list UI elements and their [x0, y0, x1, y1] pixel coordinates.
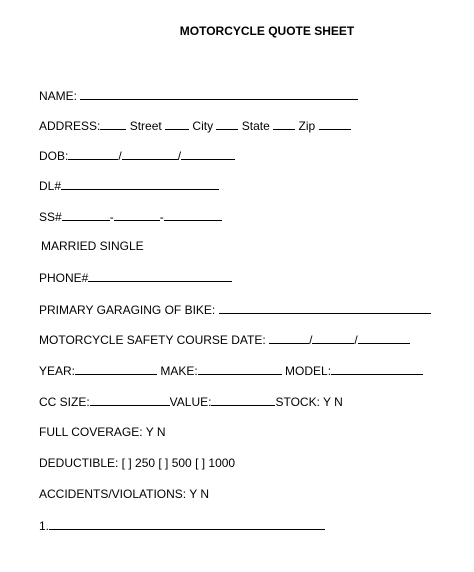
dob-month-field[interactable] — [68, 148, 118, 160]
deductible: DEDUCTIBLE: [ ] 250 [ ] 500 [ ] 1000 — [39, 456, 236, 470]
dob-sep-2: / — [177, 149, 182, 163]
state-label: State — [241, 119, 270, 133]
address-label: ADDRESS: — [39, 119, 101, 133]
street-label: Street — [129, 119, 162, 133]
state-field[interactable] — [273, 118, 295, 130]
zip-label: Zip — [298, 119, 316, 133]
marital-status: MARRIED SINGLE — [41, 239, 144, 253]
year-label: YEAR: — [39, 364, 76, 378]
model-field[interactable] — [331, 363, 423, 375]
name-row — [39, 88, 358, 103]
dl-label: DL# — [39, 179, 62, 193]
address-number-field[interactable] — [100, 118, 126, 130]
ss-part-1-field[interactable] — [62, 209, 110, 221]
ss-part-3-field[interactable] — [164, 209, 222, 221]
cc-size-field[interactable] — [90, 394, 170, 406]
item-1-label: 1. — [39, 519, 50, 533]
make-label: MAKE: — [160, 364, 198, 378]
address-row — [39, 118, 351, 133]
street-field[interactable] — [165, 118, 189, 130]
dob-year-field[interactable] — [181, 148, 235, 160]
garaging-field[interactable] — [219, 302, 431, 314]
safety-day-field[interactable] — [312, 332, 354, 344]
city-field[interactable] — [216, 118, 238, 130]
value-label: VALUE: — [169, 395, 212, 409]
safety-course-row — [39, 332, 410, 347]
safety-sep-1: / — [309, 333, 313, 347]
page-title: MOTORCYCLE QUOTE SHEET — [179, 24, 355, 38]
year-field[interactable] — [75, 363, 157, 375]
garaging-label: PRIMARY GARAGING OF BIKE: — [39, 303, 216, 317]
safety-course-label: MOTORCYCLE SAFETY COURSE DATE: — [39, 333, 266, 347]
make-field[interactable] — [198, 363, 282, 375]
ss-part-2-field[interactable] — [114, 209, 160, 221]
cc-size-label: CC SIZE: — [39, 395, 90, 409]
city-label: City — [192, 119, 214, 133]
phone-field[interactable] — [88, 270, 232, 282]
stock-label: STOCK: Y N — [275, 395, 343, 409]
cc-row — [39, 394, 343, 409]
model-label: MODEL: — [285, 364, 332, 378]
dob-sep-1: / — [118, 149, 122, 163]
dob-row — [39, 148, 235, 163]
name-field[interactable] — [80, 88, 358, 100]
accidents-violations: ACCIDENTS/VIOLATIONS: Y N — [39, 487, 210, 501]
vehicle-row — [39, 363, 423, 378]
accident-item-1-row — [39, 518, 325, 533]
ss-row — [39, 209, 222, 224]
dob-day-field[interactable] — [122, 148, 178, 160]
item-1-field[interactable] — [49, 518, 325, 530]
full-coverage: FULL COVERAGE: Y N — [39, 425, 166, 439]
zip-field[interactable] — [319, 118, 351, 130]
ss-sep-2: - — [159, 210, 164, 224]
safety-month-field[interactable] — [269, 332, 309, 344]
dl-row — [39, 178, 219, 193]
name-label: NAME: — [39, 89, 78, 103]
garaging-row — [39, 302, 431, 317]
value-field[interactable] — [211, 394, 275, 406]
phone-label: PHONE# — [39, 271, 89, 285]
safety-year-field[interactable] — [358, 332, 410, 344]
dob-label: DOB: — [39, 149, 69, 163]
safety-sep-2: / — [354, 333, 358, 347]
phone-row — [39, 270, 232, 285]
dl-field[interactable] — [61, 178, 219, 190]
ss-sep-1: - — [109, 210, 114, 224]
ss-label: SS# — [39, 210, 62, 224]
